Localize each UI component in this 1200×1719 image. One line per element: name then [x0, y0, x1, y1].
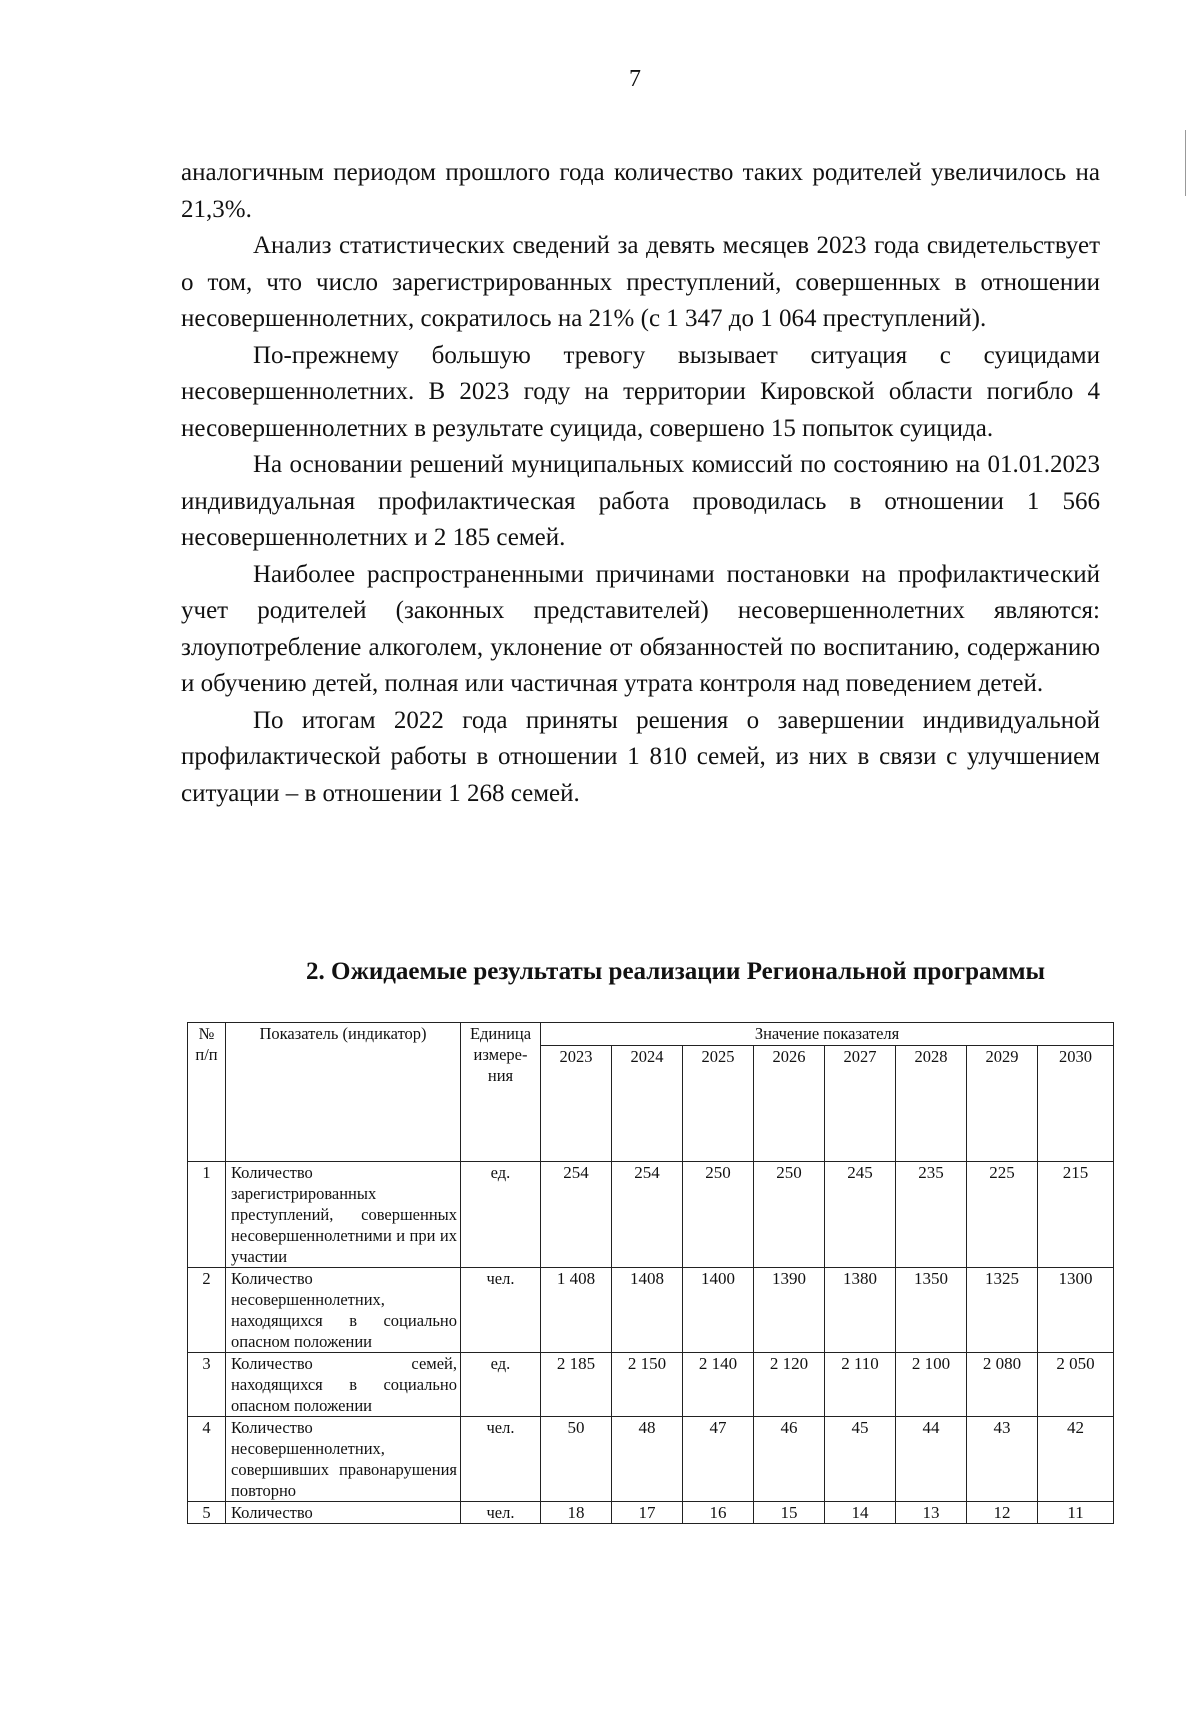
scan-margin-line — [1185, 130, 1186, 196]
paragraph: аналогичным периодом прошлого года количество таких родителей увеличилось на 21,3%. — [181, 159, 1100, 223]
row-unit: чел. — [461, 1502, 541, 1524]
row-unit: чел. — [461, 1268, 541, 1353]
row-value: 2 140 — [683, 1353, 754, 1417]
header-year: 2027 — [825, 1046, 896, 1162]
row-value: 1400 — [683, 1268, 754, 1353]
row-value: 2 100 — [896, 1353, 967, 1417]
table-row — [188, 1353, 1114, 1417]
header-year: 2028 — [896, 1046, 967, 1162]
row-value: 2 050 — [1038, 1353, 1114, 1417]
row-value: 12 — [967, 1502, 1038, 1524]
row-value: 17 — [612, 1502, 683, 1524]
row-indicator: Количество семей, находящихся в социально опасном положении — [226, 1353, 461, 1417]
row-value: 1325 — [967, 1268, 1038, 1353]
row-num: 5 — [188, 1502, 226, 1524]
paragraph: По итогам 2022 года приняты решения о завершении индивидуальной профилактической работы в отношении 1 810 семей, из них в связи с улучшением ситуации – в отношении 1 268 семей. — [181, 706, 1100, 807]
indicators-table — [187, 1022, 1114, 1524]
table-row — [188, 1162, 1114, 1268]
row-num: 3 — [188, 1353, 226, 1417]
section-title: 2. Ожидаемые результаты реализации Региональной программы — [305, 958, 1046, 985]
page-number: 7 — [629, 66, 641, 92]
row-value: 44 — [896, 1417, 967, 1502]
paragraph: Наиболее распространенными причинами постановки на профилактический учет родителей (законных представителей) несовершеннолетних являются: злоупотребление алкоголем, уклонение от обязанностей по воспитанию, содержанию и обучению детей, полная или частичная утрата контроля над поведением детей. — [181, 560, 1100, 697]
row-unit: чел. — [461, 1417, 541, 1502]
row-value: 15 — [754, 1502, 825, 1524]
row-value: 2 120 — [754, 1353, 825, 1417]
table-row — [188, 1417, 1114, 1502]
row-num: 1 — [188, 1162, 226, 1268]
row-value: 16 — [683, 1502, 754, 1524]
paragraph: По-прежнему большую тревогу вызывает ситуация с суицидами несовершеннолетних. В 2023 году на территории Кировской области погибло 4 несовершеннолетних в результате суицида, совершено 15 попыток суицида. — [181, 341, 1100, 442]
row-value: 2 080 — [967, 1353, 1038, 1417]
row-value: 235 — [896, 1162, 967, 1268]
row-value: 11 — [1038, 1502, 1114, 1524]
row-indicator: Количество — [226, 1502, 461, 1524]
row-value: 1300 — [1038, 1268, 1114, 1353]
row-value: 50 — [541, 1417, 612, 1502]
row-num: 2 — [188, 1268, 226, 1353]
row-indicator: Количество зарегистрированных преступлений, совершенных несовершеннолетними и при их участии — [226, 1162, 461, 1268]
row-value: 2 150 — [612, 1353, 683, 1417]
paragraph: Анализ статистических сведений за девять месяцев 2023 года свидетельствует о том, что число зарегистрированных преступлений, совершенных в отношении несовершеннолетних, сократилось на 21% (с 1 347 до 1 064 преступлений). — [181, 232, 1100, 332]
header-year: 2030 — [1038, 1046, 1114, 1162]
table-header-row — [188, 1023, 1114, 1046]
row-value: 45 — [825, 1417, 896, 1502]
row-num: 4 — [188, 1417, 226, 1502]
row-value: 215 — [1038, 1162, 1114, 1268]
row-value: 225 — [967, 1162, 1038, 1268]
row-value: 13 — [896, 1502, 967, 1524]
row-indicator: Количество несовершеннолетних, совершивших правонарушения повторно — [226, 1417, 461, 1502]
header-year: 2025 — [683, 1046, 754, 1162]
header-year: 2023 — [541, 1046, 612, 1162]
header-value-group: Значение показателя — [541, 1023, 1114, 1046]
row-value: 1390 — [754, 1268, 825, 1353]
row-value: 1380 — [825, 1268, 896, 1353]
row-value: 43 — [967, 1417, 1038, 1502]
row-unit: ед. — [461, 1353, 541, 1417]
row-value: 1350 — [896, 1268, 967, 1353]
paragraph: На основании решений муниципальных комиссий по состоянию на 01.01.2023 индивидуальная профилактическая работа проводилась в отношении 1 566 несовершеннолетних и 2 185 семей. — [181, 451, 1100, 551]
header-indicator: Показатель (индикатор) — [226, 1023, 461, 1162]
table-row — [188, 1268, 1114, 1353]
table-row — [188, 1502, 1114, 1524]
row-value: 1408 — [612, 1268, 683, 1353]
row-value: 1 408 — [541, 1268, 612, 1353]
row-value: 254 — [612, 1162, 683, 1268]
row-value: 254 — [541, 1162, 612, 1268]
row-value: 2 110 — [825, 1353, 896, 1417]
row-indicator: Количество несовершеннолетних, находящихся в социально опасном положении — [226, 1268, 461, 1353]
row-value: 48 — [612, 1417, 683, 1502]
header-num: № п/п — [188, 1023, 226, 1162]
row-value: 18 — [541, 1502, 612, 1524]
header-year: 2029 — [967, 1046, 1038, 1162]
header-year: 2024 — [612, 1046, 683, 1162]
header-unit: Единица измере-ния — [461, 1023, 541, 1162]
row-value: 250 — [754, 1162, 825, 1268]
row-unit: ед. — [461, 1162, 541, 1268]
header-year: 2026 — [754, 1046, 825, 1162]
row-value: 46 — [754, 1417, 825, 1502]
row-value: 245 — [825, 1162, 896, 1268]
row-value: 47 — [683, 1417, 754, 1502]
row-value: 42 — [1038, 1417, 1114, 1502]
row-value: 14 — [825, 1502, 896, 1524]
row-value: 250 — [683, 1162, 754, 1268]
row-value: 2 185 — [541, 1353, 612, 1417]
body-text — [181, 155, 1100, 812]
